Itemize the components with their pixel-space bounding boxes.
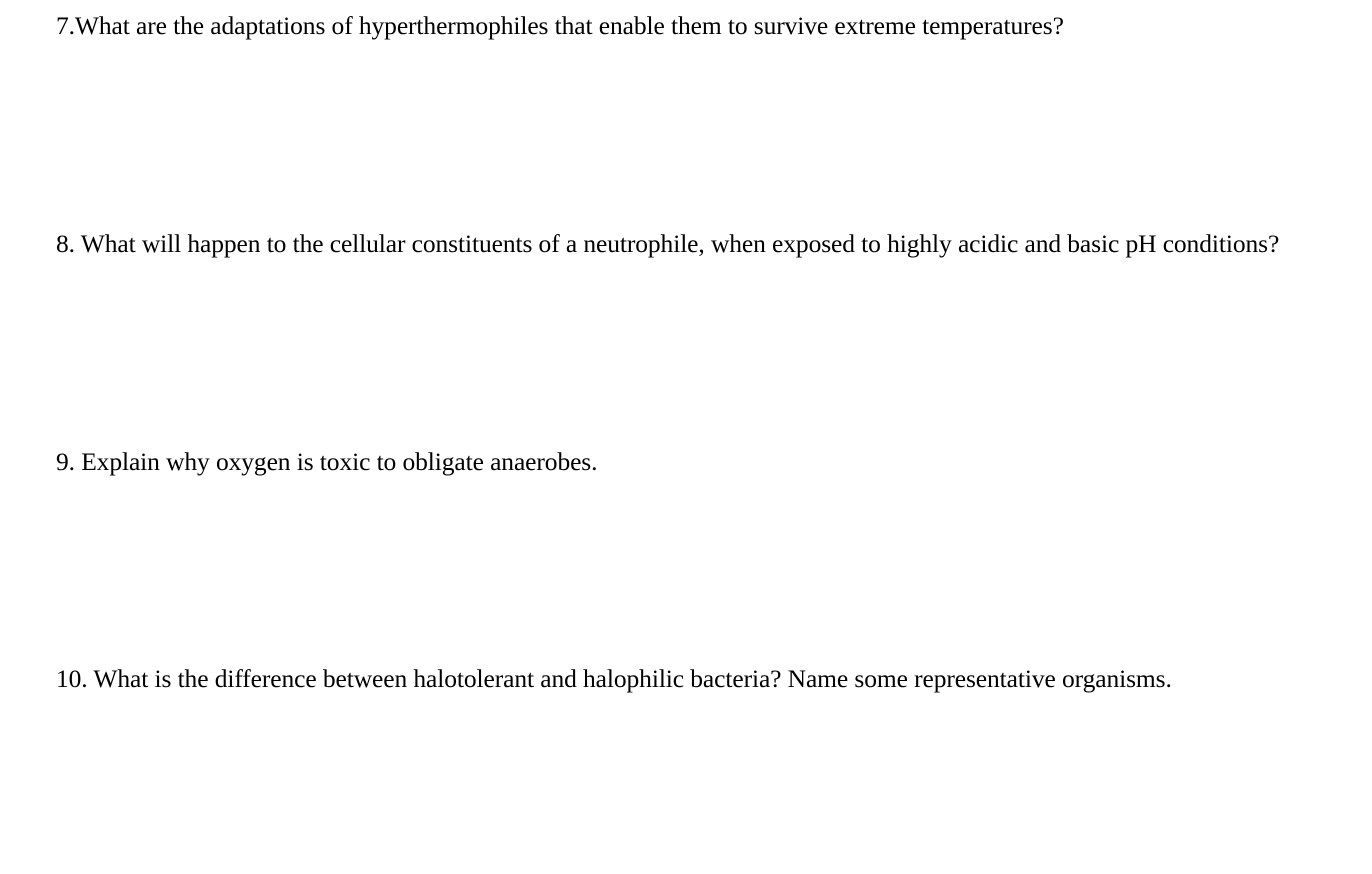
question-8: 8. What will happen to the cellular constituents of a neutrophile, when exposed to highly acidic and basic pH conditions? — [56, 229, 1280, 258]
question-7: 7.What are the adaptations of hyperthermophiles that enable them to survive extreme temperatures? — [56, 11, 1064, 40]
question-10: 10. What is the difference between halotolerant and halophilic bacteria? Name some representative organisms. — [56, 664, 1172, 693]
question-9: 9. Explain why oxygen is toxic to obligate anaerobes. — [56, 447, 598, 476]
